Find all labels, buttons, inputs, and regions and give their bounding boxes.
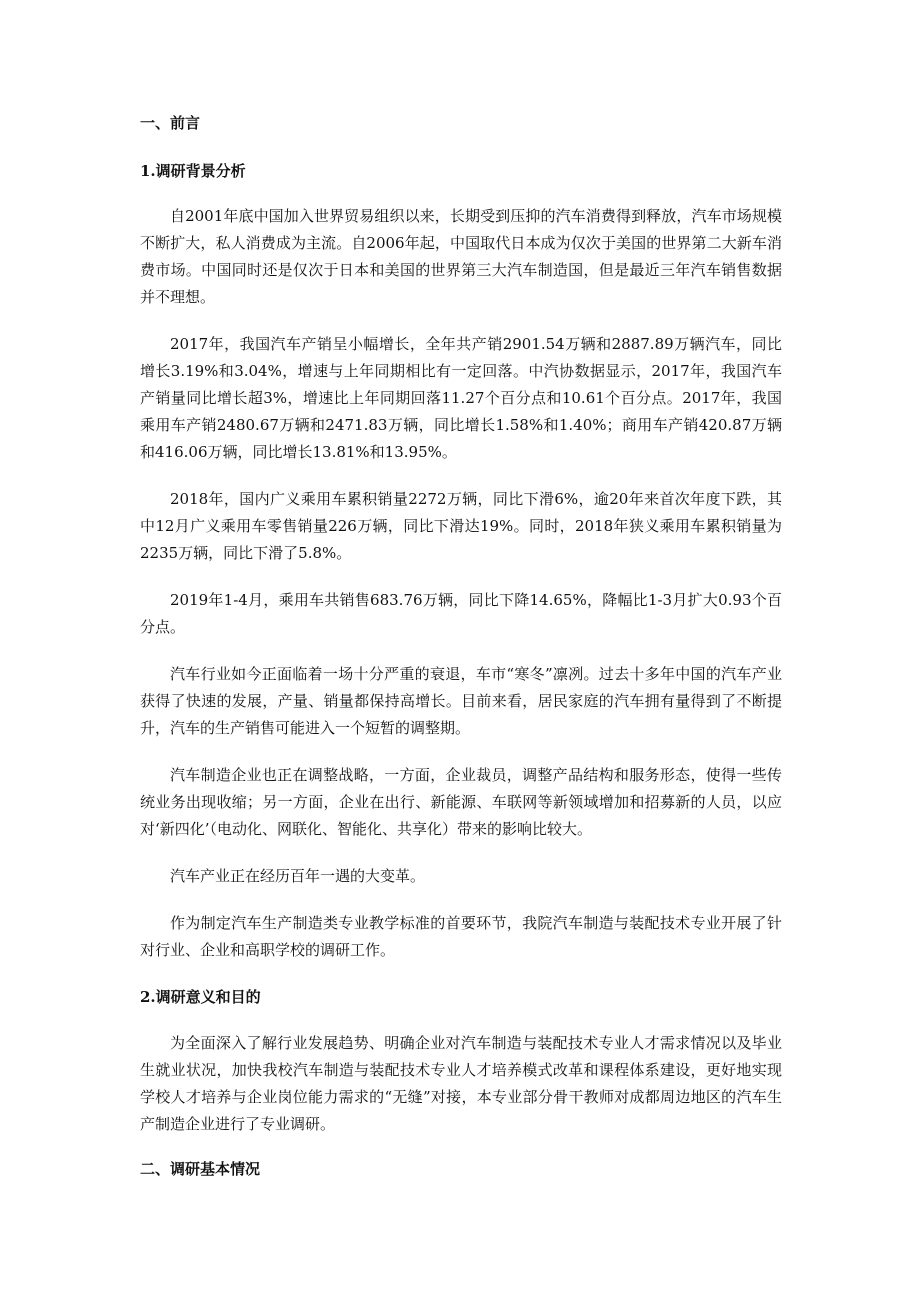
section-heading-preface: 一、前言 — [140, 114, 201, 132]
paragraph-research-work: 作为制定汽车生产制造类专业教学标准的首要环节，我院汽车制造与装配技术专业开展了针对行业、企业和高职学校的调研工作。 — [140, 914, 782, 959]
paragraph-2019-stats: 2019年1-4月，乘用车共销售683.76万辆，同比下降14.65%，降幅比1-3月扩大0.93个百分点。 — [140, 591, 782, 636]
subsection-heading-purpose: 2.调研意义和目的 — [140, 988, 261, 1006]
subsection-heading-background: 1.调研背景分析 — [140, 162, 246, 180]
paragraph-2017-stats: 2017年，我国汽车产销呈小幅增长，全年共产销2901.54万辆和2887.89万辆汽车，同比增长3.19%和3.04%，增速与上年同期相比有一定回落。中汽协数据显示，2017年，我国汽车产销量同比增长超3%，增速比上年同期回落11.27个百分点和10.61个百分点。2017年，我国乘用车产销2480.67万辆和2471.83万辆，同比增长1.58%和1.40%；商用车产销420.87万辆和416.06万辆，同比增长13.81%和13.95%。 — [140, 335, 782, 461]
paragraph-industry-transformation: 汽车产业正在经历百年一遇的大变革。 — [170, 867, 426, 885]
paragraph-industry-recession: 汽车行业如今正面临着一场十分严重的衰退，车市“寒冬”凛冽。过去十多年中国的汽车产业获得了快速的发展，产量、销量都保持高增长。目前来看，居民家庭的汽车拥有量得到了不断提升，汽车的生产销售可能进入一个短暂的调整期。 — [140, 665, 782, 737]
paragraph-research-purpose: 为全面深入了解行业发展趋势、明确企业对汽车制造与装配技术专业人才需求情况以及毕业生就业状况，加快我校汽车制造与装配技术专业人才培养模式改革和课程体系建设，更好地实现学校人才培养与企业岗位能力需求的“无缝”对接，本专业部分骨干教师对成都周边地区的汽车生产制造企业进行了专业调研。 — [140, 1034, 782, 1133]
paragraph-2018-stats: 2018年，国内广义乘用车累积销量2272万辆，同比下滑6%，逾20年来首次年度下跌，其中12月广义乘用车零售销量226万辆，同比下滑达19%。同时，2018年狭义乘用车累积销量为2235万辆，同比下滑了5.8%。 — [140, 490, 782, 562]
paragraph-wto-market: 自2001年底中国加入世界贸易组织以来，长期受到压抑的汽车消费得到释放，汽车市场规模不断扩大，私人消费成为主流。自2006年起，中国取代日本成为仅次于美国的世界第二大新车消费市场。中国同时还是仅次于日本和美国的世界第三大汽车制造国，但是最近三年汽车销售数据并不理想。 — [140, 207, 782, 306]
document-page — [140, 112, 782, 1180]
paragraph-strategy-adjustment: 汽车制造企业也正在调整战略，一方面，企业裁员，调整产品结构和服务形态，使得一些传统业务出现收缩；另一方面，企业在出行、新能源、车联网等新领域增加和招募新的人员，以应对‘新四化’（电动化、网联化、智能化、共享化）带来的影响比较大。 — [140, 766, 782, 838]
section-heading-basic-info: 二、调研基本情况 — [140, 1160, 261, 1178]
